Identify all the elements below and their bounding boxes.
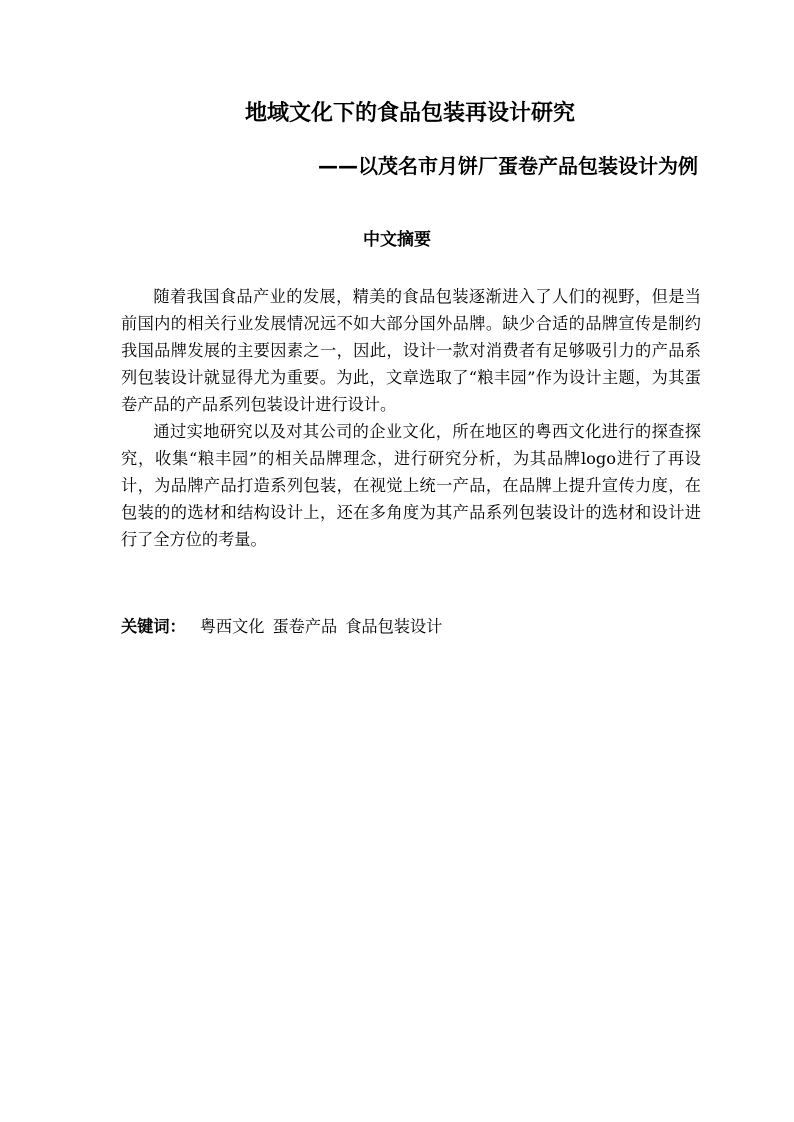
keyword: 食品包装设计 (345, 617, 443, 636)
keyword: 蛋卷产品 (272, 617, 338, 636)
abstract-paragraph: 随着我国食品产业的发展，精美的食品包装逐渐进入了人们的视野，但是当前国内的相关行业发展情况远不如大部分国外品牌。缺少合适的品牌宣传是制约我国品牌发展的主要因素之一，因此，设计一款对消费者有足够吸引力的产品系列包装设计就显得尤为重要。为此，文章选取了“粮丰园”作为设计主题，为其蛋卷产品的产品系列包装设计进行设计。 (121, 287, 701, 414)
keyword: 粤西文化 (199, 617, 265, 636)
page-subtitle: ——以茂名市月饼厂蛋卷产品包装设计为例 (318, 154, 698, 178)
abstract-heading: 中文摘要 (363, 230, 431, 250)
abstract-paragraph: 通过实地研究以及对其公司的企业文化，所在地区的粤西文化进行的探查探究，收集“粮丰园”的相关品牌理念，进行研究分析，为其品牌logo进行了再设计，为品牌产品打造系列包装，在视觉上统一产品，在品牌上提升宣传力度，在包装的的选材和结构设计上，还在多角度为其产品系列包装设计的选材和设计进行了全方位的考量。 (121, 422, 701, 549)
keywords-label: 关键词： (121, 617, 186, 636)
abstract-body (121, 283, 701, 553)
page-title: 地域文化下的食品包装再设计研究 (244, 101, 575, 126)
keywords-line (121, 613, 450, 640)
